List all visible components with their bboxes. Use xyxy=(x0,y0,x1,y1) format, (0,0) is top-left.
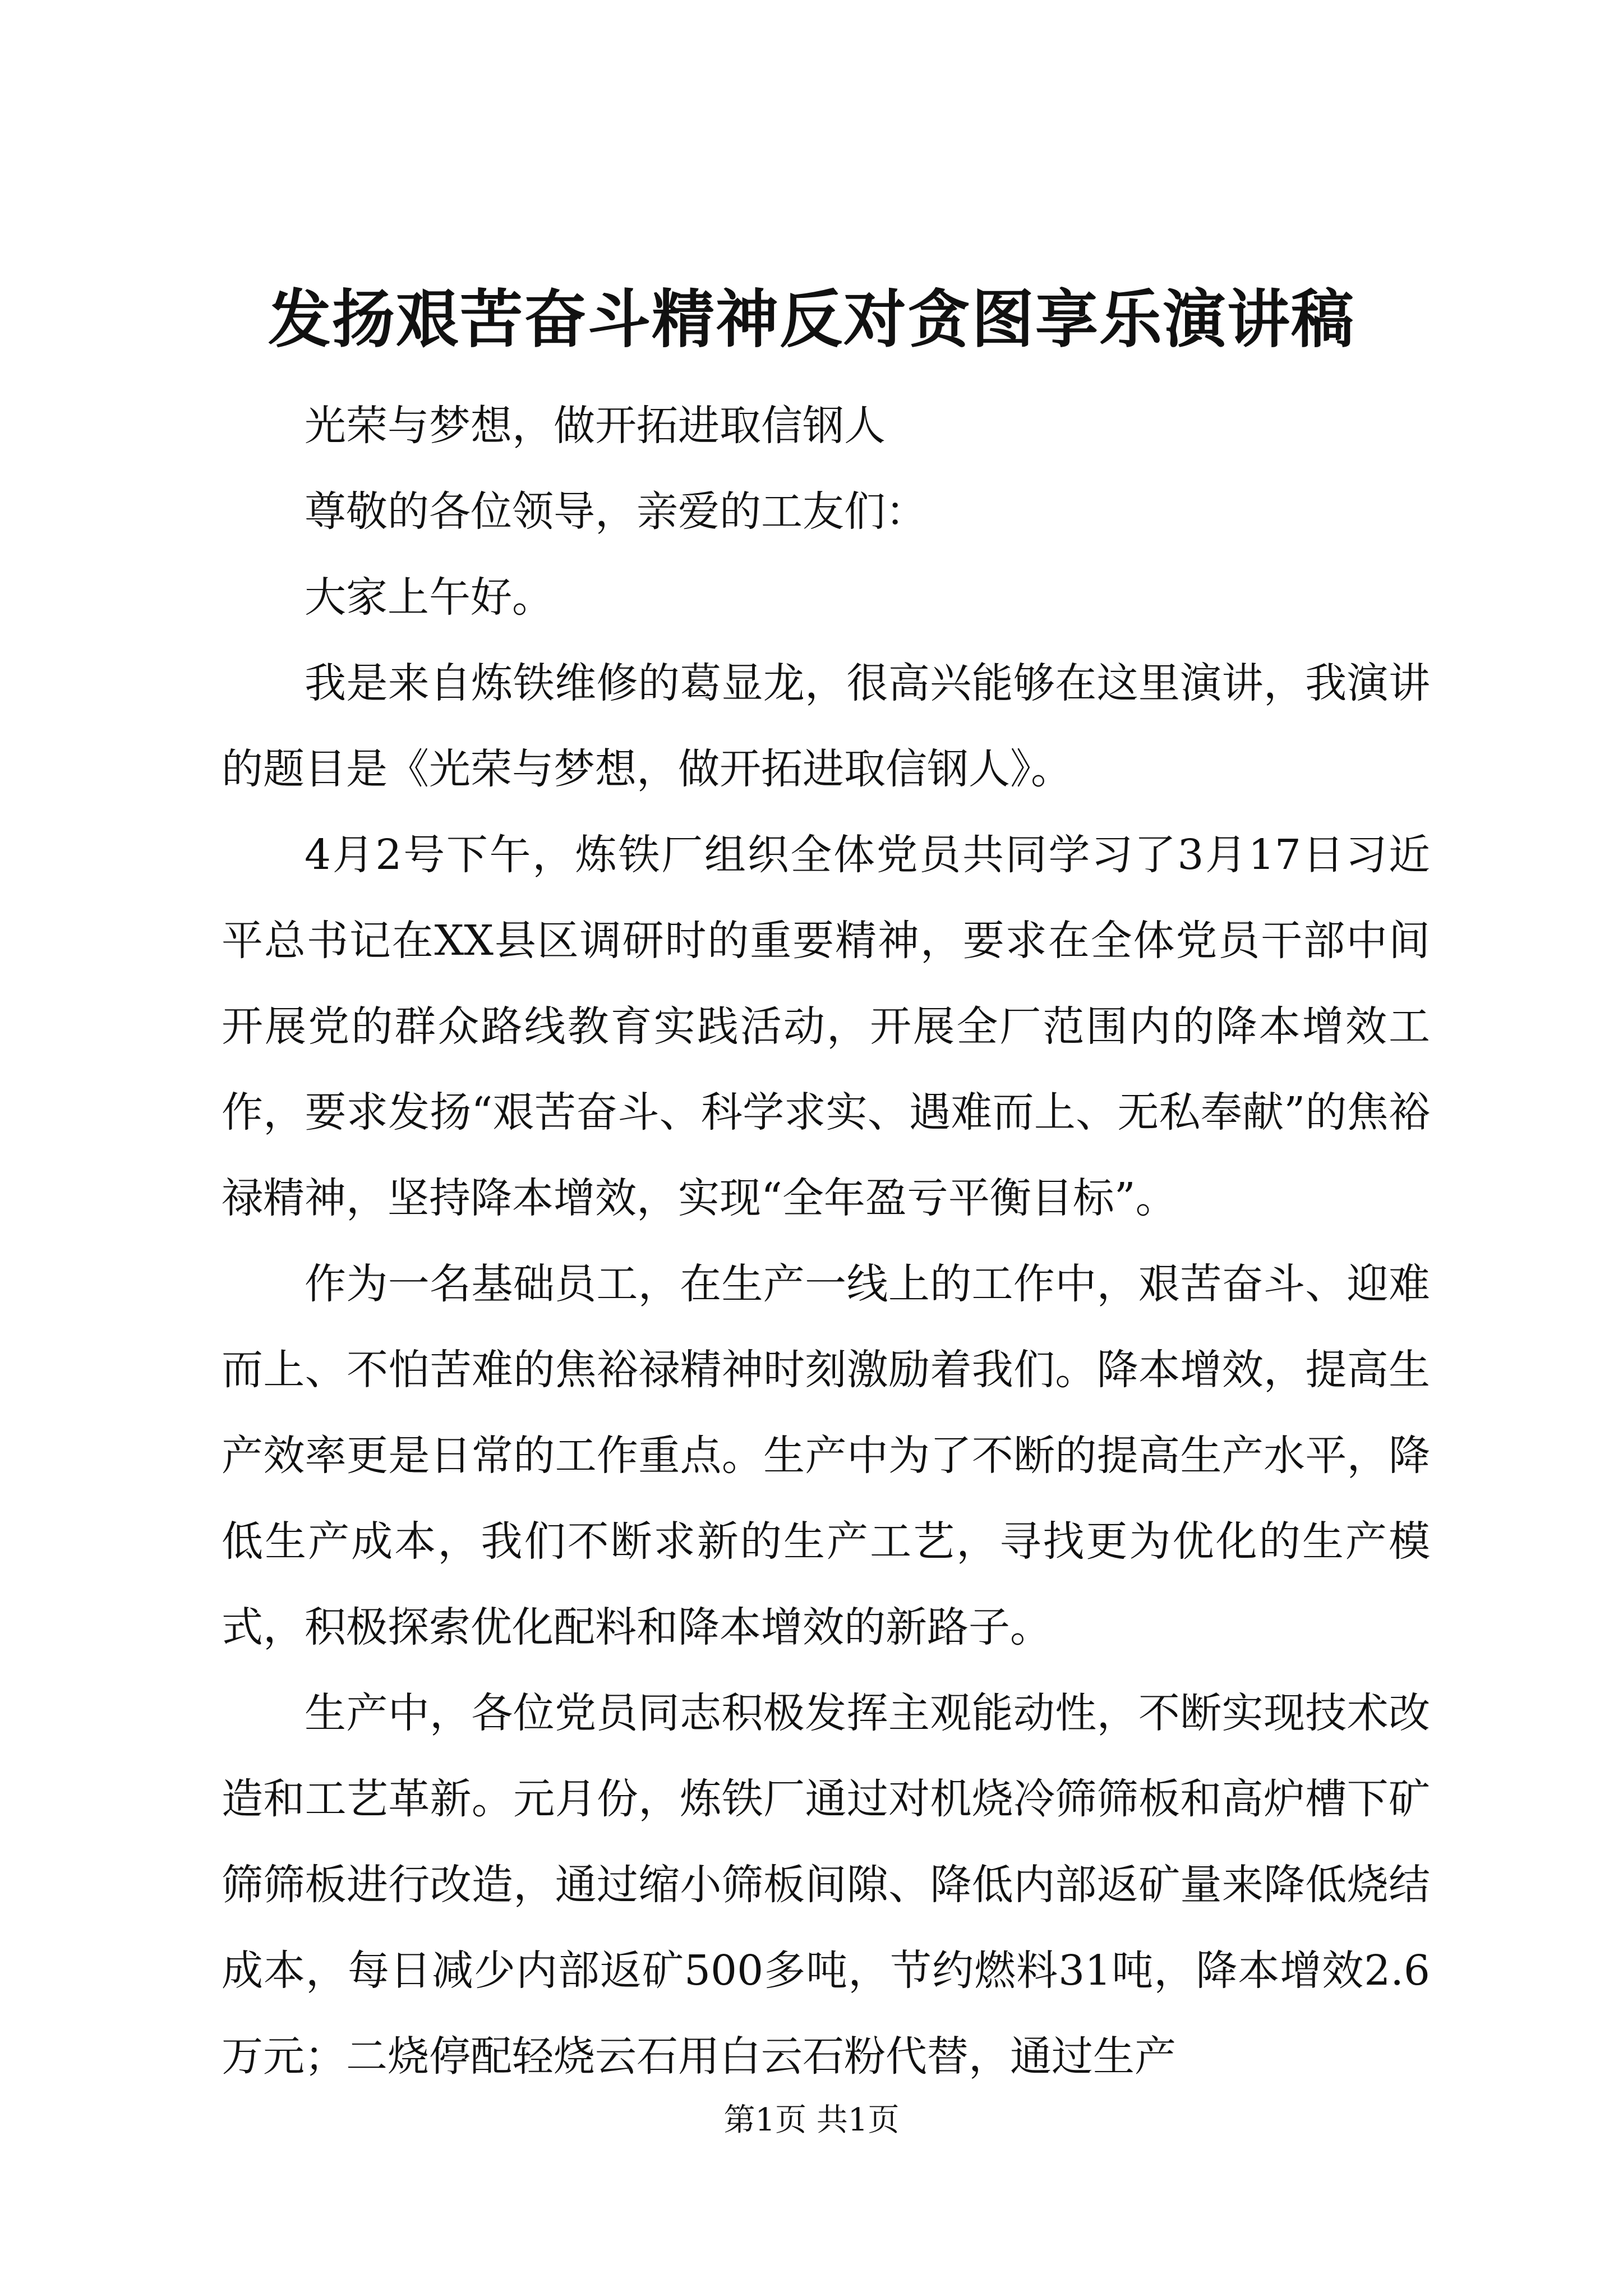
paragraph-introduction: 我是来自炼铁维修的葛显龙，很高兴能够在这里演讲，我演讲的题目是《光荣与梦想，做开拓进取信钢人》。 xyxy=(222,659,1430,793)
paragraph-frontline-work: 作为一名基础员工，在生产一线上的工作中，艰苦奋斗、迎难而上、不怕苦难的焦裕禄精神时刻激励着我们。降本增效，提高生产效率更是日常的工作重点。生产中为了不断的提高生产水平，降低生产成本，我们不断求新的生产工艺，寻找更为优化的生产模式，积极探索优化配料和降本增效的新路子。 xyxy=(222,1260,1430,1651)
paragraph-technical-reform: 生产中，各位党员同志积极发挥主观能动性，不断实现技术改造和工艺革新。元月份，炼铁厂通过对机烧冷筛筛板和高炉槽下矿筛筛板进行改造，通过缩小筛板间隙、降低内部返矿量来降低烧结成本，每日减少内部返矿500多吨，节约燃料31吨，降本增效2.6万元；二烧停配轻烧云石用白云石粉代替，通过生产 xyxy=(222,1689,1430,2081)
document-title: 发扬艰苦奋斗精神反对贪图享乐演讲稿 xyxy=(268,283,1355,356)
document-body xyxy=(222,383,1430,2100)
paragraph-subtitle: 光荣与梦想，做开拓进取信钢人 xyxy=(305,402,886,450)
paragraph-salutation: 尊敬的各位领导，亲爱的工友们： xyxy=(305,487,927,536)
page-number-footer: 第1页 共1页 xyxy=(723,2102,900,2138)
paragraph-study-session: 4月2号下午，炼铁厂组织全体党员共同学习了3月17日习近平总书记在XX县区调研时的重要精神，要求在全体党员干部中间开展党的群众路线教育实践活动，开展全厂范围内的降本增效工作，要求发扬“艰苦奋斗、科学求实、遇难而上、无私奉献”的焦裕禄精神，坚持降本增效，实现“全年盈亏平衡目标”。 xyxy=(222,831,1430,1222)
paragraph-greeting: 大家上午好。 xyxy=(305,573,554,622)
